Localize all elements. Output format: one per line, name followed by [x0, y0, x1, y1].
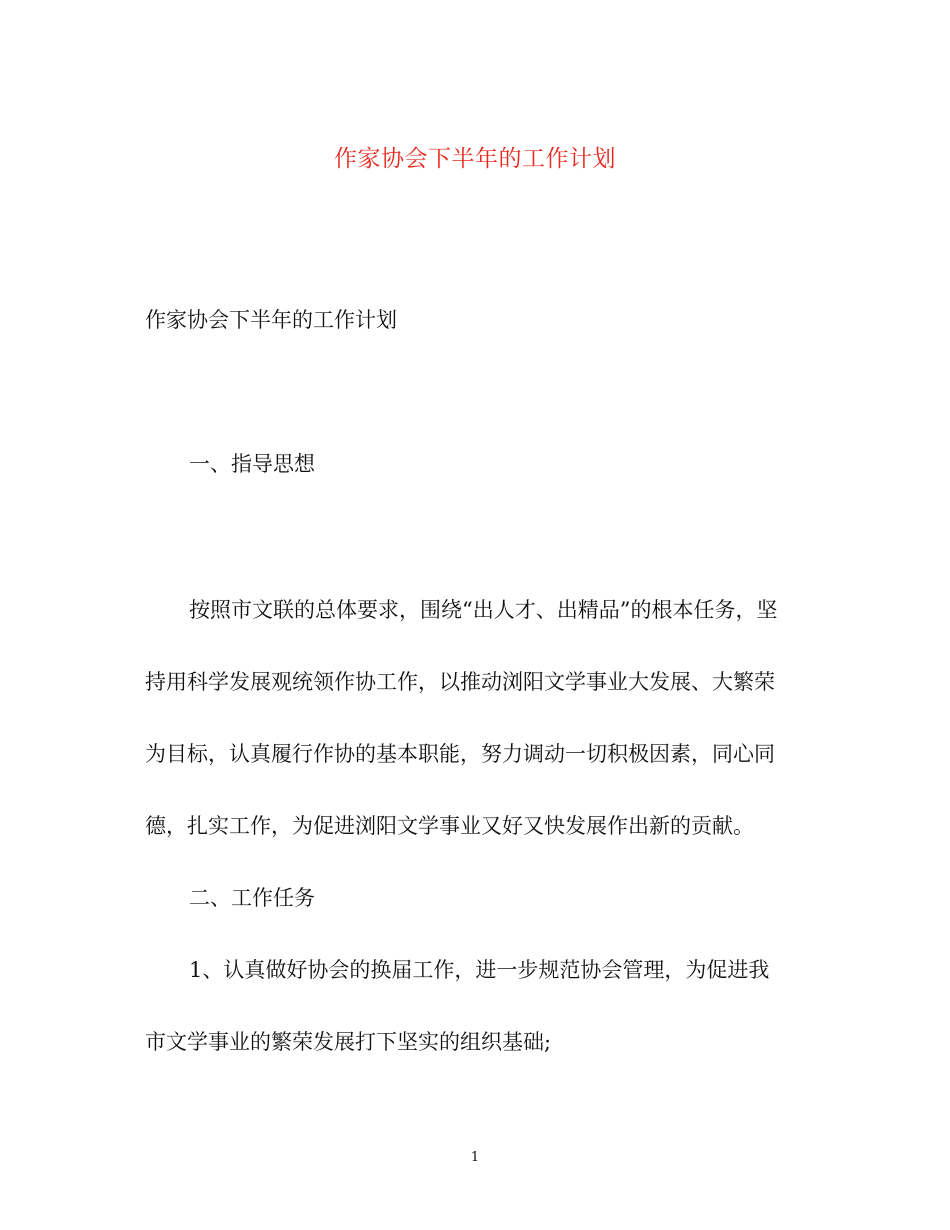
section-heading-guiding-ideology: 一、指导思想	[189, 452, 315, 476]
section-heading-work-tasks: 二、工作任务	[189, 886, 315, 910]
paragraph-line: 德，扎实工作，为促进浏阳文学事业又好又快发展作出新的贡献。	[145, 814, 754, 838]
paragraph-line: 按照市文联的总体要求，围绕“出人才、出精品”的根本任务，坚	[189, 598, 778, 622]
document-subtitle: 作家协会下半年的工作计划	[145, 308, 397, 332]
document-title: 作家协会下半年的工作计划	[334, 146, 616, 172]
paragraph-line: 1、认真做好协会的换届工作，进一步规范协会管理，为促进我	[189, 958, 770, 982]
page-number: 1	[470, 1150, 480, 1165]
paragraph-line: 为目标，认真履行作协的基本职能，努力调动一切积极因素，同心同	[145, 742, 775, 766]
paragraph-line: 持用科学发展观统领作协工作，以推动浏阳文学事业大发展、大繁荣	[145, 670, 775, 694]
paragraph-line: 市文学事业的繁荣发展打下坚实的组织基础;	[145, 1030, 552, 1054]
